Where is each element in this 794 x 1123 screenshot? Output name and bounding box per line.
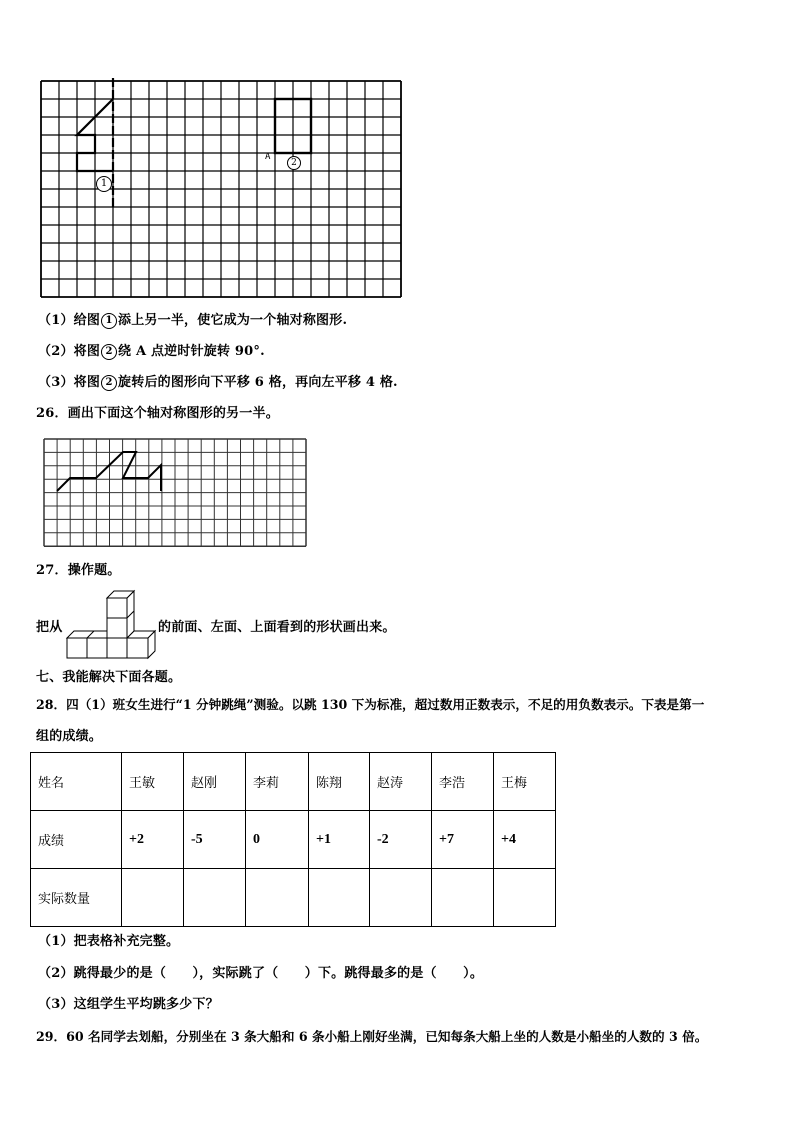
subq-text: 旋转后的图形向下平移 6 格，再向左平移 4 格. xyxy=(118,375,398,390)
table-row-actual xyxy=(31,869,556,927)
circled-number: 1 xyxy=(101,313,117,329)
table-cell-score: 0 xyxy=(246,811,309,869)
q28-question-line2: 组的成绩。 xyxy=(36,729,103,744)
q27-title: 27．操作题。 xyxy=(36,563,121,578)
row-header: 实际数量 xyxy=(31,869,122,927)
table-cell-name: 王敏 xyxy=(122,753,184,811)
table-cell-score: +1 xyxy=(309,811,370,869)
table-cell-score: -5 xyxy=(184,811,246,869)
table-cell-actual-input[interactable] xyxy=(122,869,184,927)
table-row-names xyxy=(31,753,556,811)
table-row-scores xyxy=(31,811,556,869)
table-cell-actual-input[interactable] xyxy=(432,869,494,927)
row-header: 成绩 xyxy=(31,811,122,869)
table-cell-name: 陈翔 xyxy=(309,753,370,811)
table-cell-score: +2 xyxy=(122,811,184,869)
circled-number: 2 xyxy=(101,344,117,360)
subq-text: 绕 A 点逆时针旋转 90°. xyxy=(118,344,265,359)
table-cell-name: 赵刚 xyxy=(184,753,246,811)
circled-number: 2 xyxy=(101,375,117,391)
table-cell-actual-input[interactable] xyxy=(184,869,246,927)
table-cell-actual-input[interactable] xyxy=(309,869,370,927)
q26-question: 26．画出下面这个轴对称图形的另一半。 xyxy=(36,406,279,421)
figure-2-label: 2 xyxy=(287,156,301,170)
q27-instruction-end: 的前面、左面、上面看到的形状画出来。 xyxy=(158,620,396,635)
cube-stack-figure xyxy=(0,0,100,80)
subq-text: 添上另一半，使它成为一个轴对称图形. xyxy=(118,313,348,328)
scores-table xyxy=(30,752,556,927)
section-7-title: 七、我能解决下面各题。 xyxy=(36,670,182,685)
subq-prefix: （1）给图 xyxy=(38,313,101,328)
q28-subquestion-2: （2）跳得最少的是（ ），实际跳了（ ）下。跳得最多的是（ ）。 xyxy=(38,966,484,981)
table-cell-score: +7 xyxy=(432,811,494,869)
row-header: 姓名 xyxy=(31,753,122,811)
table-cell-actual-input[interactable] xyxy=(246,869,309,927)
q27-instruction-start: 把从 xyxy=(36,620,63,635)
table-cell-name: 赵涛 xyxy=(370,753,432,811)
table-cell-actual-input[interactable] xyxy=(370,869,432,927)
point-a-label: A xyxy=(265,152,271,162)
table-cell-score: -2 xyxy=(370,811,432,869)
figure-1-label: 1 xyxy=(96,176,112,192)
table-cell-name: 王梅 xyxy=(494,753,556,811)
q28-question-line1: 28．四（1）班女生进行“1 分钟跳绳”测验。以跳 130 下为标准，超过数用正数表示，不足的用负数表示。下表是第一 xyxy=(36,697,705,712)
table-cell-name: 李莉 xyxy=(246,753,309,811)
table-cell-score: +4 xyxy=(494,811,556,869)
table-cell-name: 李浩 xyxy=(432,753,494,811)
q28-subquestion-1: （1）把表格补充完整。 xyxy=(38,934,180,949)
subq-prefix: （2）将图 xyxy=(38,344,101,359)
q28-subquestion-3: （3）这组学生平均跳多少下？ xyxy=(38,997,219,1012)
q29-question: 29．60 名同学去划船，分别坐在 3 条大船和 6 条小船上刚好坐满，已知每条大船上坐的人数是小船坐的人数的 3 倍。 xyxy=(36,1029,708,1044)
table-cell-actual-input[interactable] xyxy=(494,869,556,927)
subq-prefix: （3）将图 xyxy=(38,375,101,390)
